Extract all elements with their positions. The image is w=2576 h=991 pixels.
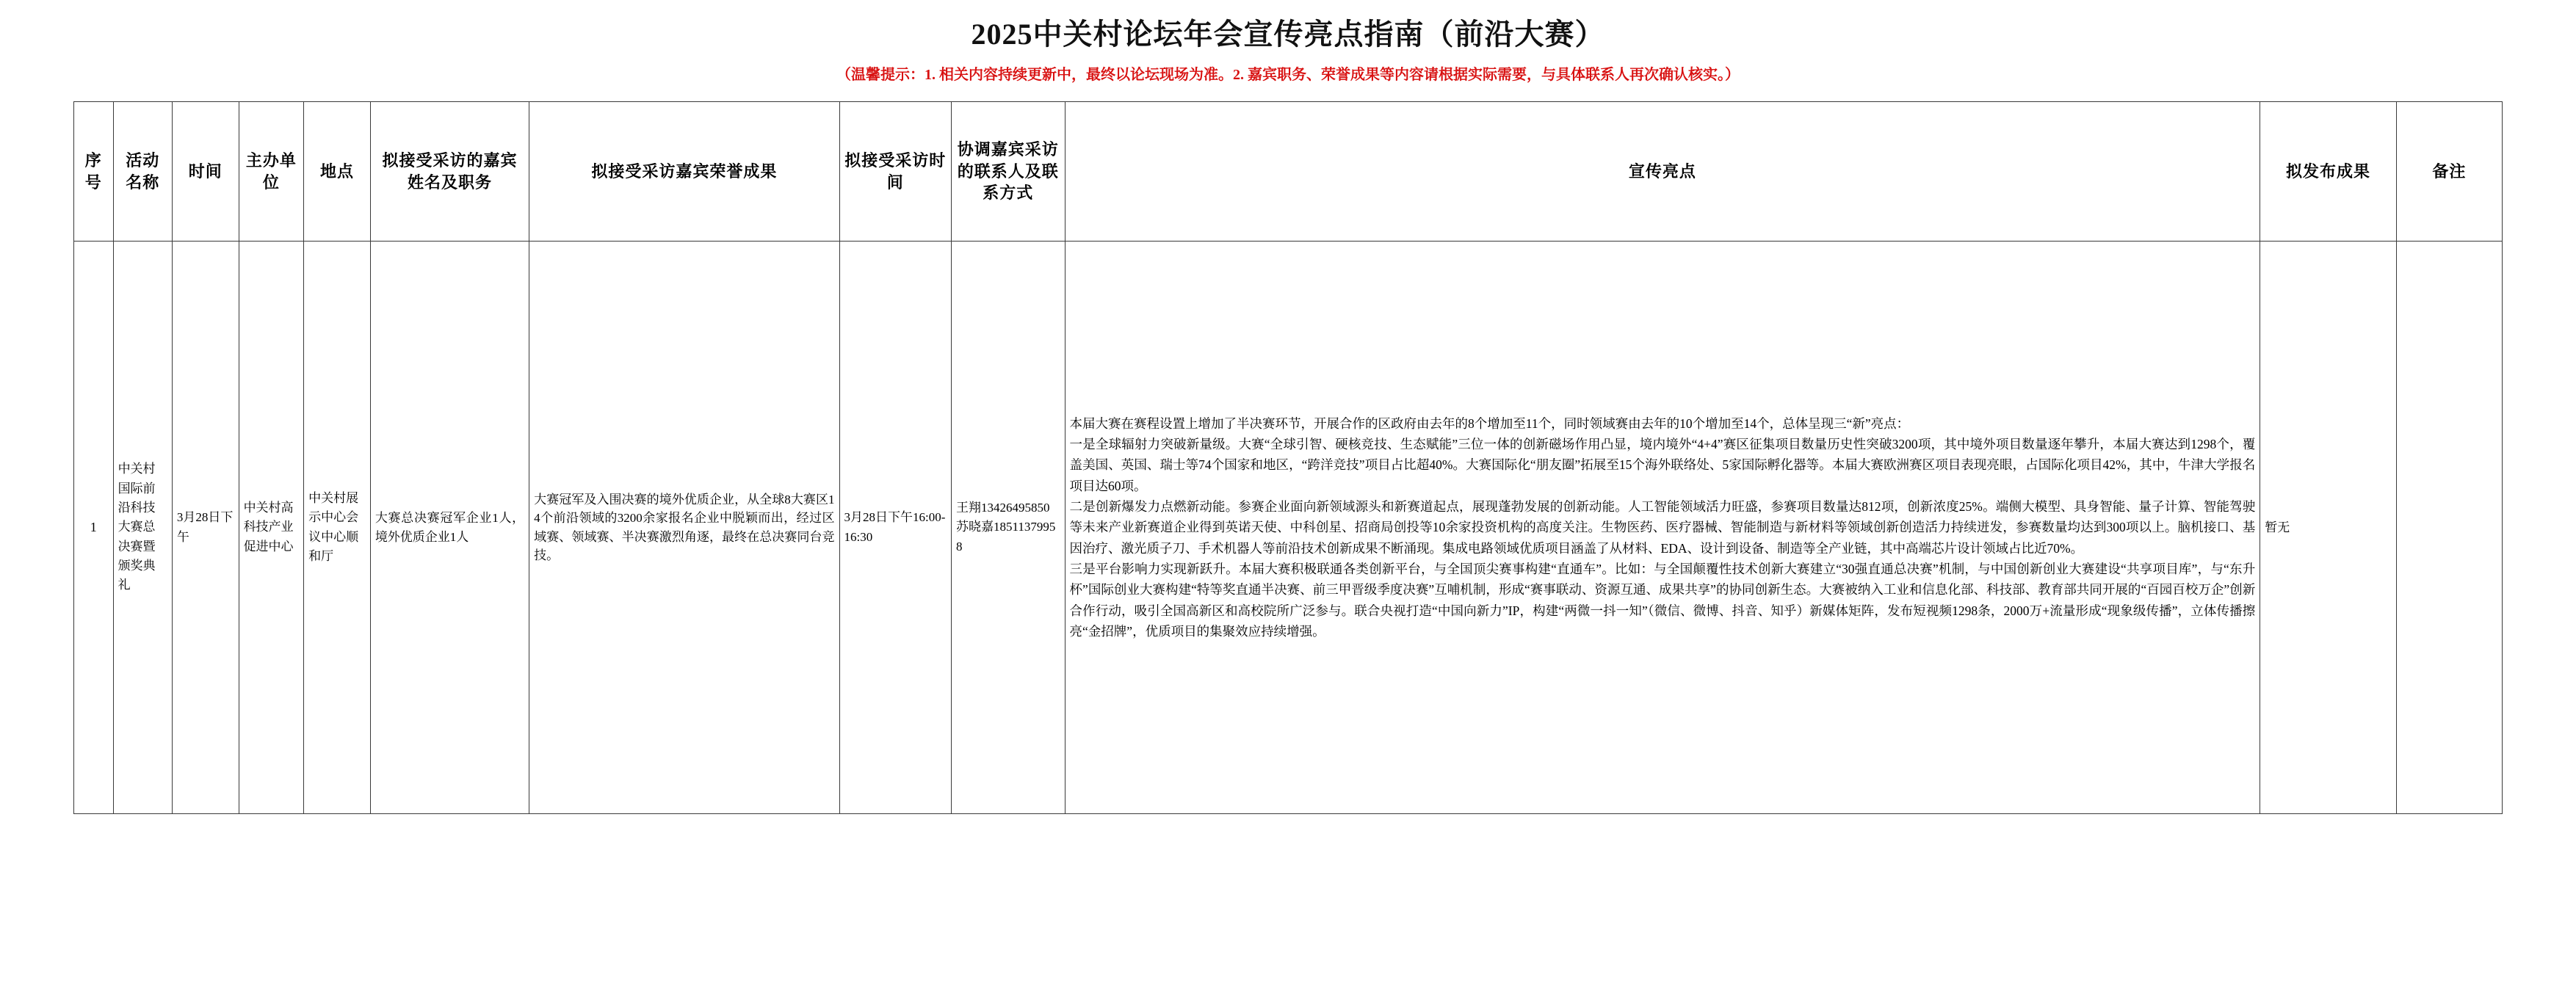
cell-time	[172, 242, 239, 814]
cell-remark	[2396, 242, 2502, 814]
cell-contact	[952, 242, 1066, 814]
header-highlight: 宣传亮点	[1065, 102, 2260, 242]
interview-time-text: 3月28日下午16:00-16:30	[844, 510, 946, 544]
activity-name-text: 中关村国际前沿科技大赛总决赛暨颁奖典礼	[117, 462, 156, 592]
header-interview-time: 拟接受采访时间	[839, 102, 951, 242]
cell-interview-time	[839, 242, 951, 814]
cell-highlight	[1065, 242, 2260, 814]
cell-activity-name	[113, 242, 172, 814]
header-remark: 备注	[2396, 102, 2502, 242]
header-activity-name: 活动名称	[113, 102, 172, 242]
header-guest: 拟接受采访的嘉宾姓名及职务	[370, 102, 529, 242]
page-title: 2025中关村论坛年会宣传亮点指南（前沿大赛）	[971, 18, 1605, 51]
cell-organizer	[239, 242, 304, 814]
guest-text: 大赛总决赛冠军企业1人，境外优质企业1人	[375, 511, 525, 544]
header-time: 时间	[172, 102, 239, 242]
time-text: 3月28日下午	[176, 510, 234, 544]
header-seq: 序号	[74, 102, 114, 242]
highlight-text: 本届大赛在赛程设置上增加了半决赛环节，开展合作的区政府由去年的8个增加至11个，同时领域赛由去年的10个增加至14个，总体呈现三“新”亮点： 一是全球辐射力突破新量级。大赛“全球引智、硬核竞技、生态赋能”三位一体的创新磁场作用凸显，境内境外“4+4”赛区征集项目数量历史性突破3200项，其中境外项目数量逐年攀升，本届大赛达到1298个，覆盖美国、英国、瑞士等74个国家和地区，“跨洋竞技”项目占比超40%。大赛国际化“朋友圈”拓展至15个海外联络处、5家国际孵化器等。本届大赛欧洲赛区项目表现亮眼，占国际化项目42%，其中，牛津大学报名项目达60项。 二是创新爆发力点燃新动能。参赛企业面向新领域源头和新赛道起点，展现蓬勃发展的创新动能。人工智能领域活力旺盛，参赛项目数量达812项，创新浓度25%。端侧大模型、具身智能、量子计算、智能驾驶等未来产业新赛道企业得到英诺天使、中科创星、招商局创投等10余家投资机构的高度关注。生物医药、医疗器械、智能制造与新材料等领域创新创造活力持续迸发，参赛数量均达到300项以上。脑机接口、基因治疗、激光质子刀、手术机器人等前沿技术创新成果不断涌现。集成电路领域优质项目涵盖了从材料、EDA、设计到设备、制造等全产业链，其中高端芯片设计领域占比近70%。 三是平台影响力实现新跃升。本届大赛积极联通各类创新平台，与全国顶尖赛事构建“直通车”。比如：与全国颠覆性技术创新大赛建立“30强直通总决赛”机制，与中国创新创业大赛建设“共享项目库”，与“东升杯”国际创业大赛构建“特等奖直通半决赛、前三甲晋级季度决赛”互哺机制，形成“赛事联动、资源互通、成果共享”的协同创新生态。大赛被纳入工业和信息化部、科技部、教育部共同开展的“百园百校万企”创新合作行动，吸引全国高新区和高校院所广泛参与。联合央视打造“中国向新力”IP，构建“两微一抖一知”（微信、微博、抖音、知乎）新媒体矩阵，发布短视频1298条，2000万+流量形成“现象级传播”，立体传播擦亮“金招牌”，优质项目的集聚效应持续增强。	[1069, 415, 2256, 639]
honor-text: 大赛冠军及入围决赛的境外优质企业，从全球8大赛区14个前沿领域的3200余家报名企业中脱颖而出，经过区域赛、领域赛、半决赛激烈角逐，最终在总决赛同台竞技。	[534, 492, 835, 562]
contact-text: 王翔13426495850苏晓嘉18511379958	[956, 500, 1056, 553]
header-result: 拟发布成果	[2260, 102, 2396, 242]
cell-place	[304, 242, 371, 814]
header-honor: 拟接受采访嘉宾荣誉成果	[529, 102, 839, 242]
page-note: （温馨提示：1. 相关内容持续更新中，最终以论坛现场为准。2. 嘉宾职务、荣誉成果等内容请根据实际需要，与具体联系人再次确认核实。）	[836, 67, 1740, 83]
cell-honor	[529, 242, 839, 814]
header-organizer: 主办单位	[239, 102, 304, 242]
header-place: 地点	[304, 102, 371, 242]
table-header-row	[74, 102, 2503, 242]
place-text: 中关村展示中心会议中心顺和厅	[308, 490, 359, 563]
cell-seq: 1	[74, 242, 114, 814]
header-contact: 协调嘉宾采访的联系人及联系方式	[952, 102, 1066, 242]
cell-result: 暂无	[2260, 242, 2396, 814]
table-row	[74, 242, 2503, 814]
organizer-text: 中关村高科技产业促进中心	[243, 500, 294, 553]
document-page	[0, 16, 2576, 991]
cell-guest	[370, 242, 529, 814]
main-table	[73, 101, 2503, 814]
